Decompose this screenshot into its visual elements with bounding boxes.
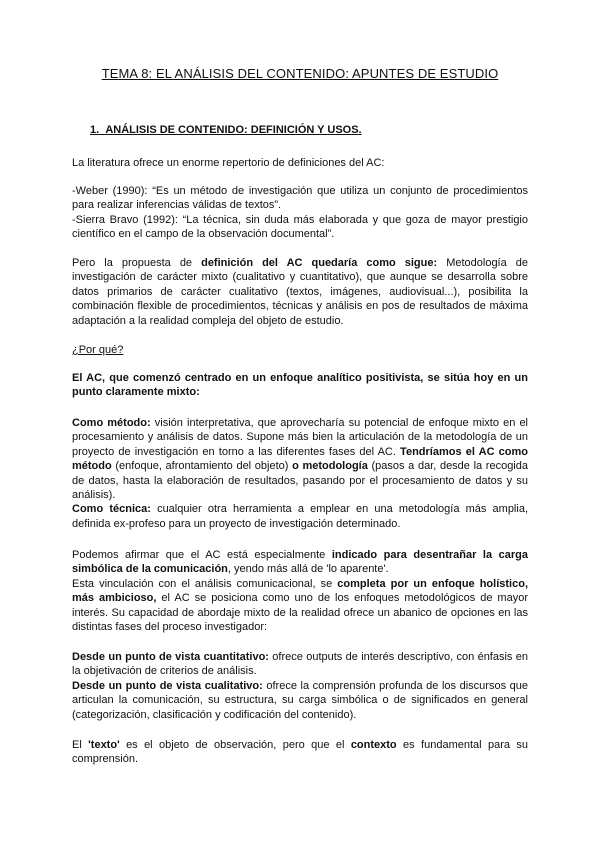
method-paragraph (72, 416, 528, 502)
linkage-paragraph (72, 577, 528, 635)
statement-paragraph (72, 371, 528, 400)
symbolic-block (72, 548, 528, 634)
linkage-bold: completa por un enfoque holístico, más ambicioso, (72, 577, 528, 605)
text-context-paragraph (72, 738, 528, 767)
qualitative-text: ofrece la comprensión profunda de los discursos que articulan la comunicación, su estructura, su carga simbólica o de significados en general (categorización, clasificación y codificación del contenido). (72, 679, 528, 721)
proposal-lead: Pero la propuesta de (72, 257, 202, 269)
section-heading-text: ANÁLISIS DE CONTENIDO: DEFINICIÓN Y USOS. (105, 124, 362, 136)
method-technique-block (72, 416, 528, 531)
proposal-paragraph (72, 256, 528, 328)
text-post: es fundamental para su comprensión. (72, 739, 528, 766)
document-title: TEMA 8: EL ANÁLISIS DEL CONTENIDO: APUNTES DE ESTUDIO (101, 66, 499, 81)
quantitative-paragraph (72, 650, 528, 679)
statement-text: El AC, que comenzó centrado en un enfoque analítico positivista, se sitúa hoy en un punto claramente mixto: (72, 372, 528, 399)
viewpoints-block (72, 650, 528, 722)
affirm-paragraph (72, 548, 528, 577)
intro-paragraph (72, 156, 528, 170)
text-lead: El (72, 739, 89, 751)
technique-paragraph (72, 502, 528, 531)
why-heading-block (72, 343, 528, 357)
definitions-block (72, 184, 528, 242)
section-number: 1. (90, 124, 100, 136)
method-text-3: (pasos a dar, desde la recogida de datos, hasta la elaboración de resultados, pasando por el procesamiento de datos y su análisis). (72, 460, 528, 502)
qualitative-label: Desde un punto de vista cualitativo: (72, 679, 263, 692)
method-text-2: (enfoque, afrontamiento del objeto) (111, 460, 293, 473)
text-mid: es el objeto de observación, pero que el (119, 739, 351, 751)
proposal-body: Metodología de investigación de carácter mixto (cualitativo y cuantitativo), que aunque se desarrolla sobre datos primarios de carácter cualitativo (textos, imágenes, audiovisual...), posibilita la combinación flexible de procedimientos, técnicas y análisis en pos de resultados de máxima adaptación a la realidad compleja del objeto de estudio. (72, 257, 528, 327)
quantitative-text: ofrece outputs de interés descriptivo, con énfasis en la objetivación de criterios de análisis. (72, 651, 528, 678)
linkage-lead: Esta vinculación con el análisis comunicacional, se (72, 577, 338, 590)
qualitative-paragraph (72, 679, 528, 722)
affirm-lead: Podemos afirmar que el AC está especialmente (72, 549, 332, 561)
text-bold: 'texto' (88, 739, 120, 751)
technique-label: Como técnica: (72, 503, 151, 516)
definition-weber: -Weber (1990): “Es un método de investigación que utiliza un conjunto de procedimientos para realizar inferencias válidas de textos”. (72, 185, 528, 212)
definition-sierra-bravo: -Sierra Bravo (1992): “La técnica, sin duda más elaborada y que goza de mayor prestigio científico en el campo de la observación documental”. (72, 213, 528, 241)
section-heading (90, 124, 362, 136)
method-bold-3: o metodología (292, 460, 368, 473)
method-label: Como método: (72, 417, 151, 429)
linkage-post: el AC se posiciona como uno de los enfoques metodológicos de mayor interés. Su capacidad de abordaje mixto de la realidad ofrece un abanico de opciones en las distintas fases del proceso investigador: (72, 592, 528, 634)
proposal-bold: definición del AC quedaría como sigue: (201, 257, 438, 269)
intro-text: La literatura ofrece un enorme repertorio de definiciones del AC: (72, 157, 385, 169)
method-bold-2: Tendríamos el AC como método (72, 445, 528, 473)
quantitative-label: Desde un punto de vista cuantitativo: (72, 651, 269, 663)
technique-text: cualquier otra herramienta a emplear en una metodología más amplia, definida ex-profeso para un proyecto de investigación determinado. (72, 503, 528, 530)
affirm-post: , yendo más allá de 'lo aparente'. (227, 563, 389, 576)
affirm-bold: indicado para desentrañar la carga simbólica de la comunicación (72, 549, 528, 576)
method-text: visión interpretativa, que aprovecharía su potencial de enfoque mixto en el procesamiento y análisis de datos. Supone más bien la articulación de la metodología de un proyecto de investigación en torno a las diferentes fases del AC. (72, 417, 529, 458)
why-heading: ¿Por qué? (72, 344, 124, 356)
context-bold: contexto (350, 739, 397, 751)
